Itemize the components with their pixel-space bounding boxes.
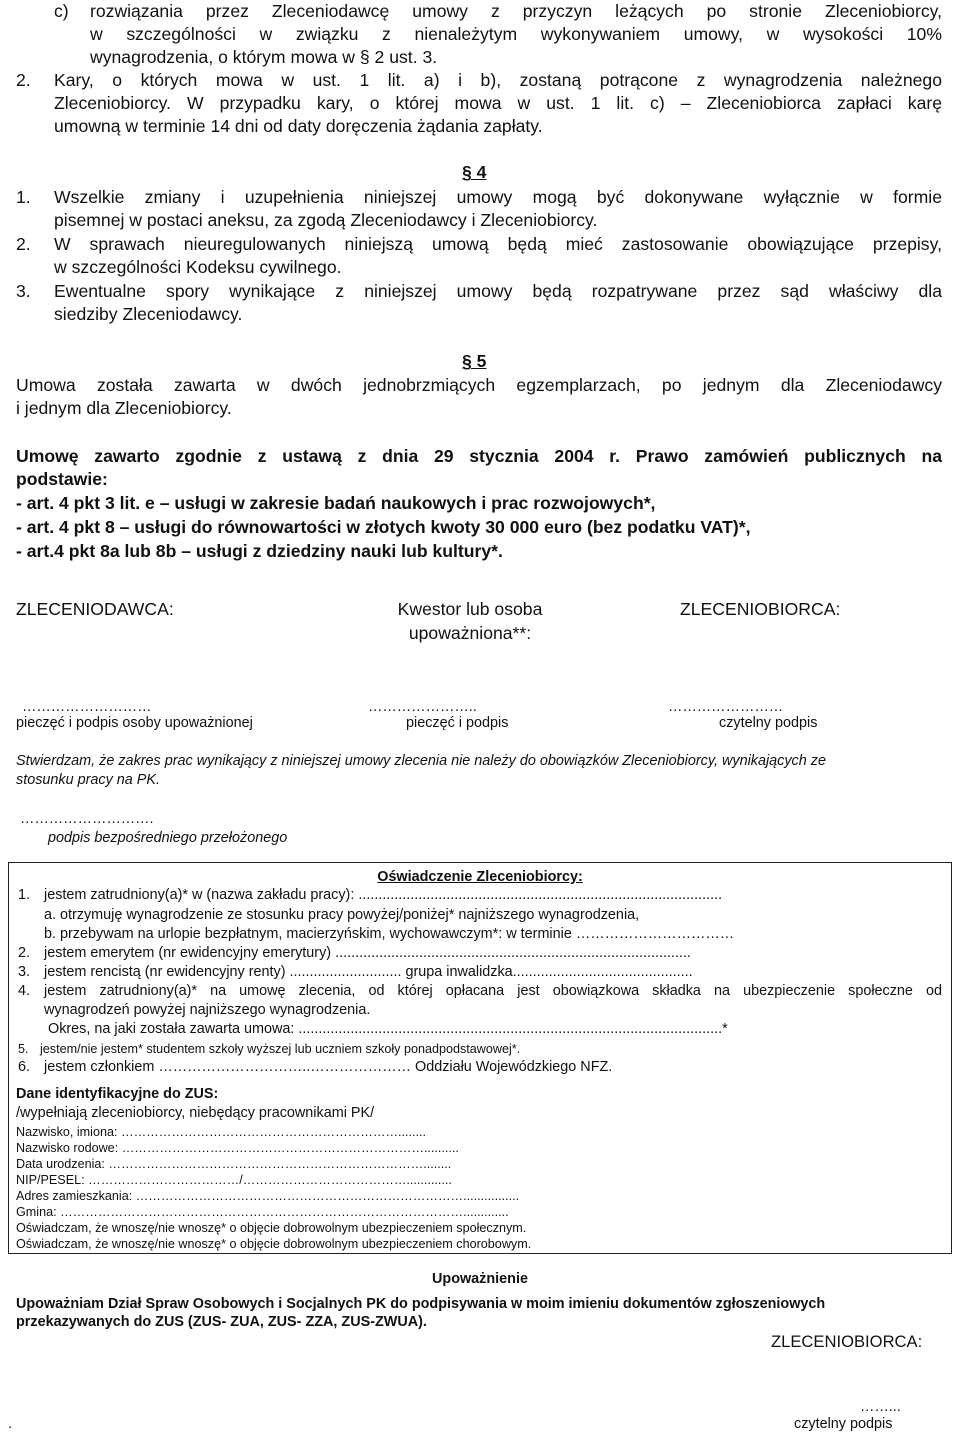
decl-line: jestem rencistą (nr ewidencyjny renty) ............................ grupa inwalidzka.............................................	[44, 964, 693, 980]
item-2-number: 2.	[16, 70, 31, 90]
supervisor-dots: ……………………….	[20, 811, 154, 827]
declaration-title: Oświadczenie Zleceniobiorcy:	[377, 869, 583, 885]
zus-note: /wypełniają zleceniobiorcy, niebędący pracownikami PK/	[16, 1105, 375, 1121]
decl-line: jestem zatrudniony(a)* w (nazwa zakładu pracy): ...........................................................................................	[44, 887, 723, 903]
section-4-heading: § 4	[462, 162, 487, 182]
decl-number: 6.	[18, 1059, 31, 1075]
contractee-title: ZLECENIOBIORCA:	[680, 599, 841, 619]
decl-line: jestem emerytem (nr ewidencyjny emerytury) .........................................................................................	[44, 945, 691, 961]
signature-caption-left: pieczęć i podpis osoby upoważnionej	[16, 715, 253, 731]
decl-number: 3.	[18, 964, 31, 980]
signature-dots-middle: …………………..	[368, 699, 477, 715]
s5-line: Umowa została zawarta w dwóch jednobrzmiących egzemplarzach, po jednym dla Zleceniodawcy	[16, 375, 942, 395]
signature-caption-middle: pieczęć i podpis	[406, 715, 509, 731]
contractor-title: ZLECENIODAWCA:	[16, 599, 174, 619]
authorization-dots: ……...	[860, 1399, 901, 1415]
s4-item-number: 3.	[16, 281, 31, 301]
decl-line: b. przebywam na urlopie bezpłatnym, macierzyńskim, wychowawczym*: w terminie ……………………………	[44, 926, 735, 942]
authorization-line: przekazywanych do ZUS (ZUS- ZUA, ZUS- ZZA, ZUS-ZWUA).	[16, 1314, 427, 1330]
s4-item-line: pisemnej w postaci aneksu, za zgodą Zleceniodawcy i Zleceniobiorcy.	[54, 210, 598, 230]
zus-field: Nazwisko rodowe: ………………………………………………………………..........	[16, 1141, 459, 1155]
legal-basis-line: - art.4 pkt 8a lub 8b – usługi z dziedziny nauki lub kultury*.	[16, 541, 503, 561]
quaestor-title-2: upoważniona**:	[408, 623, 532, 643]
decl-number: 2.	[18, 945, 31, 961]
decl-line: jestem zatrudniony(a)* na umowę zlecenia, od której opłacana jest obowiązkowa składka na ubezpieczenie społeczne od	[44, 983, 942, 999]
authorization-signer: ZLECENIOBIORCA:	[771, 1332, 923, 1351]
item-2-line: Zleceniobiorcy. W przypadku kary, o której mowa w ust. 1 lit. c) – Zleceniobiorca zapłaci karę	[54, 93, 942, 113]
item-2-line: Kary, o których mowa w ust. 1 lit. a) i b), zostaną potrącone z wynagrodzenia należnego	[54, 70, 942, 90]
decl-line: jestem członkiem …………………………..………………… Oddziału Wojewódzkiego NFZ.	[44, 1059, 613, 1075]
statement-line: stosunku pracy na PK.	[16, 772, 160, 788]
legal-basis-line: podstawie:	[16, 469, 108, 489]
statement-line: Stwierdzam, że zakres prac wynikający z niniejszej umowy zlecenia nie należy do obowiązków Zleceniobiorcy, wynikających ze	[16, 753, 826, 769]
s4-item-line: Ewentualne spory wynikające z niniejszej umowy będą rozpatrywane przez sąd właściwy dla	[54, 281, 942, 301]
zus-title: Dane identyfikacyjne do ZUS:	[16, 1086, 219, 1102]
item-2-line: umowną w terminie 14 dni od daty doręczenia żądania zapłaty.	[54, 116, 543, 136]
decl-line: jestem/nie jestem* studentem szkoły wyższej lub uczniem szkoły ponadpodstawowej*.	[40, 1042, 521, 1056]
signature-caption-right: czytelny podpis	[719, 715, 818, 731]
decl-number: 1.	[18, 887, 31, 903]
zus-field: Nazwisko, imiona: …………………………………………………………........	[16, 1125, 427, 1139]
zus-field: Gmina: …………………………………………………………………………………….............	[16, 1205, 509, 1219]
signature-dots-right: ……………………	[668, 699, 784, 715]
s4-item-number: 1.	[16, 187, 31, 207]
authorization-line: Upoważniam Dział Spraw Osobowych i Socjalnych PK do podpisywania w moim imieniu dokumentów zgłoszeniowych	[16, 1296, 826, 1312]
s4-item-line: siedziby Zleceniodawcy.	[54, 304, 243, 324]
legal-basis-line: - art. 4 pkt 8 – usługi do równowartości w złotych kwoty 30 000 euro (bez podatku VAT)*,	[16, 517, 751, 537]
stray-dot: .	[8, 1416, 12, 1432]
authorization-title: Upoważnienie	[432, 1271, 528, 1287]
legal-basis-line: - art. 4 pkt 3 lit. e – usługi w zakresie badań naukowych i prac rozwojowych*,	[16, 493, 656, 513]
s4-item-number: 2.	[16, 234, 31, 254]
item-c-line: rozwiązania przez Zleceniodawcę umowy z przyczyn leżących po stronie Zleceniobiorcy,	[90, 1, 942, 21]
legal-basis-line: Umowę zawarto zgodnie z ustawą z dnia 29 stycznia 2004 r. Prawo zamówień publicznych na	[16, 446, 942, 466]
s4-item-line: w szczególności Kodeksu cywilnego.	[54, 257, 342, 277]
decl-number: 4.	[18, 983, 31, 999]
s5-line: i jednym dla Zleceniobiorcy.	[16, 398, 232, 418]
authorization-caption: czytelny podpis	[794, 1416, 893, 1432]
decl-number: 5.	[18, 1042, 29, 1056]
decl-line: wynagrodzeń powyżej najniższego wynagrodzenia.	[44, 1002, 371, 1018]
decl-line: Okres, na jaki została zawarta umowa: ..........................................................................................................*	[48, 1021, 728, 1037]
supervisor-caption: podpis bezpośredniego przełożonego	[48, 830, 288, 846]
zus-field: Adres zamieszkania: ……………………………………………………………………................	[16, 1189, 520, 1203]
quaestor-title: Kwestor lub osoba	[397, 599, 543, 619]
decl-line: a. otrzymuję wynagrodzenie ze stosunku pracy powyżej/poniżej* najniższego wynagrodzenia,	[44, 907, 640, 923]
zus-field: Data urodzenia: …………………………………………………………………........	[16, 1157, 452, 1171]
zus-field: Oświadczam, że wnoszę/nie wnoszę* o objęcie dobrowolnym ubezpieczeniem społecznym.	[16, 1221, 527, 1235]
item-c-line: wynagrodzenia, o którym mowa w § 2 ust. 3.	[90, 47, 438, 67]
s4-item-line: Wszelkie zmiany i uzupełnienia niniejszej umowy mogą być dokonywane wyłącznie w formie	[54, 187, 942, 207]
signature-dots-left: ………………………	[22, 699, 152, 715]
zus-field: NIP/PESEL: ………………………………/………………………………….............	[16, 1173, 452, 1187]
section-5-heading: § 5	[462, 351, 487, 371]
item-c-line: w szczególności w związku z nienależytym wykonywaniem umowy, w wysokości 10%	[90, 24, 942, 44]
zus-field: Oświadczam, że wnoszę/nie wnoszę* o objęcie dobrowolnym ubezpieczeniem chorobowym.	[16, 1237, 532, 1251]
s4-item-line: W sprawach nieuregulowanych niniejszą umową będą mieć zastosowanie obowiązujące przepisy,	[54, 234, 942, 254]
item-c-number: c)	[54, 1, 69, 21]
